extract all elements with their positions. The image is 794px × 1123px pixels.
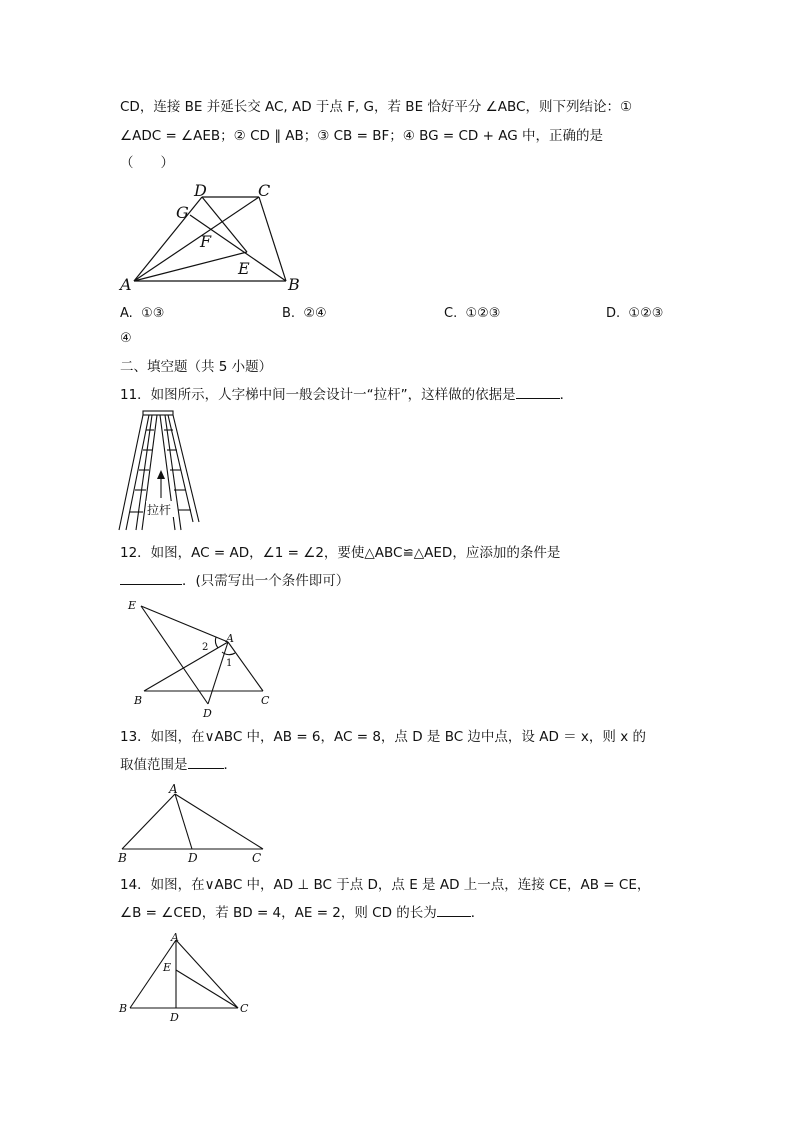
option-d-label: D. [606,306,621,321]
option-a-label: A. [120,306,133,321]
label-C: C [261,694,270,707]
option-a-text: ①③ [141,306,165,321]
option-b-text: ②④ [303,306,327,321]
section-heading: 二、填空题（共 5 小题） [120,359,273,375]
q11-prompt: 11．如图所示，人字梯中间一般会设计一“拉杆”，这样做的依据是 [120,387,516,403]
option-d[interactable] [606,305,663,323]
q14-prompt: ∠B = ∠CED，若 BD = 4，AE = 2，则 CD 的长为 [120,905,437,921]
label-B: B [134,694,143,707]
q10-trapezoid-figure [110,178,310,293]
label-D: D [170,1011,179,1024]
label-C: C [240,1002,249,1015]
label-B: B [119,1002,128,1015]
q14-answer-blank[interactable] [437,904,471,917]
label-A: A [171,931,179,944]
pull-rod-label: 拉杆 [147,503,172,517]
q12-note: ．(只需写出一个条件即可） [182,573,350,589]
label-F: F [200,232,212,251]
label-D: D [188,851,198,865]
label-C: C [252,851,262,865]
label-D: D [194,181,207,200]
label-E: E [163,961,172,974]
q13-line-1: 13．如图，在∨ABC 中，AB = 6，AC = 8，点 D 是 BC 边中点，设 AD ＝ x，则 x 的 [120,729,646,745]
option-b-label: B. [282,306,296,321]
option-a[interactable] [120,305,164,323]
label-B: B [288,275,300,294]
q14-line-1: 14．如图，在∨ABC 中，AD ⊥ BC 于点 D，点 E 是 AD 上一点，连接 CE，AB = CE， [120,877,651,893]
label-A: A [226,632,234,645]
q11-end: ． [559,387,574,403]
label-E: E [238,259,250,278]
option-d-wrap: ④ [120,331,132,346]
label-E: E [128,599,137,612]
q11-text [120,386,573,404]
q12-line-1: 12．如图，AC = AD，∠1 = ∠2，要使△ABC≌△AED，应添加的条件是 [120,545,561,561]
option-c[interactable] [444,305,500,323]
q13-end: ． [223,757,237,773]
q13-line-2 [120,756,237,774]
label-angle-2: 2 [202,642,209,653]
label-angle-1: 1 [226,658,233,669]
q13-triangle-figure [115,780,275,865]
option-b[interactable] [282,305,327,323]
option-c-label: C. [444,306,458,321]
label-C: C [258,181,271,200]
q11-ladder-figure [115,410,210,532]
label-G: G [176,203,189,222]
q13-prompt: 取值范围是 [120,757,188,773]
label-A: A [120,275,132,294]
label-D: D [203,707,212,720]
q14-end: ． [470,905,485,921]
q12-line-2 [120,572,349,590]
option-c-text: ①②③ [465,306,501,321]
option-d-text: ①②③ [628,306,664,321]
q12-triangles-figure [125,595,275,720]
q10-line-1: CD，连接 BE 并延长交 AC, AD 于点 F, G，若 BE 恰好平分 ∠ABC，则下列结论：① [120,99,633,115]
q14-line-2 [120,904,484,922]
q14-triangle-figure [115,928,260,1023]
label-B: B [118,851,127,865]
q10-line-3: （ ） [120,155,174,171]
q13-answer-blank[interactable] [188,756,224,769]
label-A: A [169,782,178,796]
q11-answer-blank[interactable] [516,386,560,399]
q10-line-2: ∠ADC = ∠AEB；② CD ∥ AB；③ CB = BF；④ BG = CD + AG 中，正确的是 [120,128,603,144]
q12-answer-blank[interactable] [120,572,182,585]
